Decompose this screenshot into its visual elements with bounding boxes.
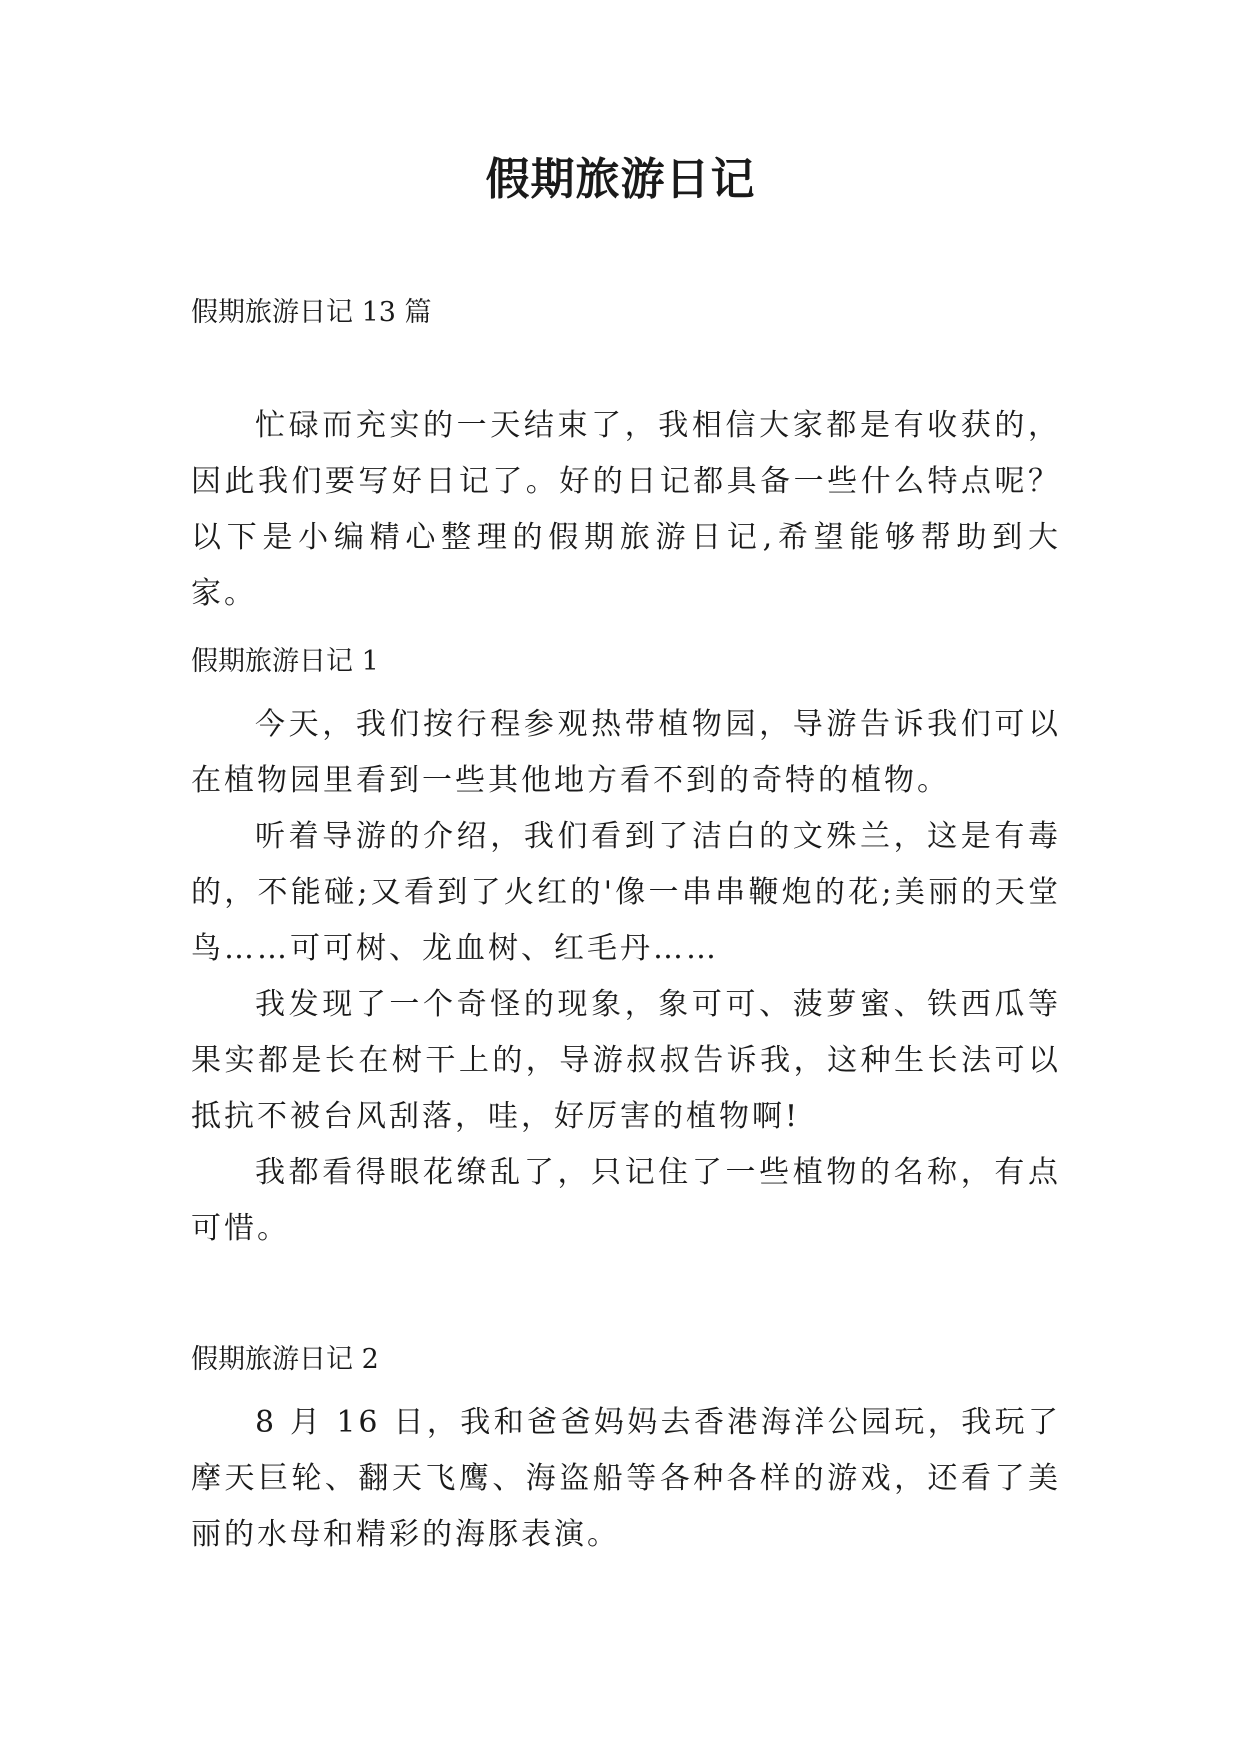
- document-subtitle: 假期旅游日记 13 篇: [191, 297, 432, 328]
- section-1-paragraph-4: 我都看得眼花缭乱了，只记住了一些植物的名称，有点可惜。: [191, 1155, 1061, 1246]
- section-heading-2: 假期旅游日记 2: [191, 1344, 379, 1375]
- section-2-body: [191, 1395, 1061, 1563]
- intro-paragraph: 忙碌而充实的一天结束了，我相信大家都是有收获的，因此我们要写好日记了。好的日记都具备一些什么特点呢？以下是小编精心整理的假期旅游日记,希望能够帮助到大家。: [191, 408, 1061, 611]
- section-2-paragraph-1: 8 月 16 日，我和爸爸妈妈去香港海洋公园玩，我玩了摩天巨轮、翻天飞鹰、海盗船等各种各样的游戏，还看了美丽的水母和精彩的海豚表演。: [191, 1405, 1061, 1552]
- section-1-paragraph-1: 今天，我们按行程参观热带植物园，导游告诉我们可以在植物园里看到一些其他地方看不到的奇特的植物。: [191, 707, 1061, 798]
- section-1-body: [191, 697, 1061, 1257]
- intro-block: [191, 398, 1061, 622]
- section-1-paragraph-2: 听着导游的介绍，我们看到了洁白的文殊兰，这是有毒的，不能碰;又看到了火红的'像一串串鞭炮的花;美丽的天堂鸟……可可树、龙血树、红毛丹……: [191, 819, 1061, 966]
- section-heading-1: 假期旅游日记 1: [191, 646, 379, 677]
- section-1-paragraph-3: 我发现了一个奇怪的现象，象可可、菠萝蜜、铁西瓜等果实都是长在树干上的，导游叔叔告诉我，这种生长法可以抵抗不被台风刮落，哇，好厉害的植物啊!: [191, 987, 1061, 1134]
- document-title: 假期旅游日记: [485, 154, 756, 205]
